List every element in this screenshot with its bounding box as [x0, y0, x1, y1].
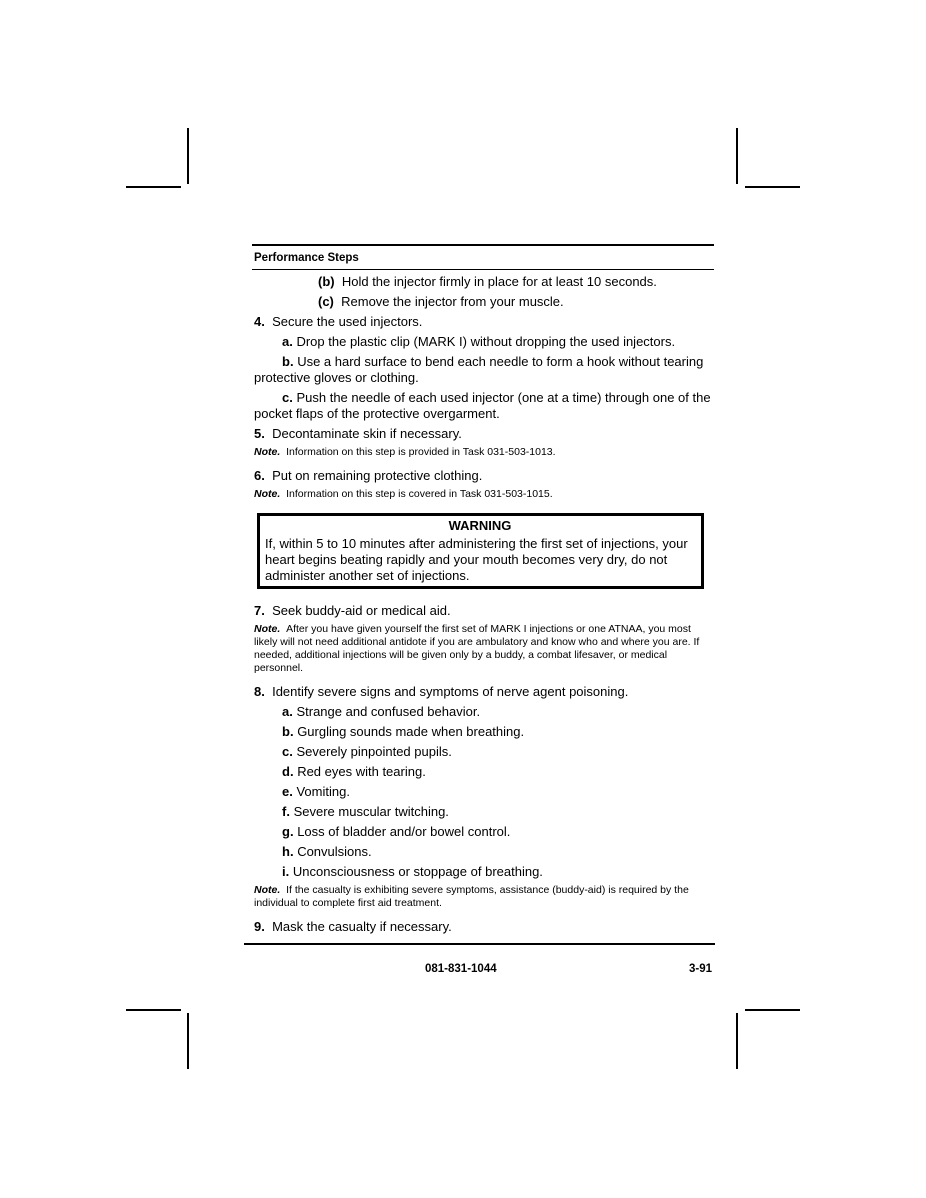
step-text: Decontaminate skin if necessary. — [272, 426, 462, 441]
step-3b — [252, 274, 714, 290]
step-text: Red eyes with tearing. — [297, 764, 426, 779]
step-label: c. — [282, 744, 293, 759]
step-label: 7. — [254, 603, 265, 618]
step-label: g. — [282, 824, 294, 839]
step-label: a. — [282, 334, 293, 349]
step-text: Secure the used injectors. — [272, 314, 423, 329]
step-5 — [252, 426, 714, 442]
step-text: Drop the plastic clip (MARK I) without dropping the used injectors. — [296, 334, 676, 349]
warning-box — [257, 513, 704, 589]
crop-mark-top-right-h — [745, 186, 800, 188]
step-6 — [252, 468, 714, 484]
step-text: Remove the injector from your muscle. — [341, 294, 564, 309]
note-text: Information on this step is provided in Task 031-503-1013. — [286, 446, 556, 458]
symptom-item — [252, 704, 714, 720]
note-step-8 — [254, 884, 714, 910]
crop-mark-bottom-left-v — [187, 1013, 189, 1069]
step-text: Strange and confused behavior. — [296, 704, 481, 719]
section-title: Performance Steps — [254, 252, 359, 264]
step-label: (c) — [318, 294, 334, 309]
note-label: Note. — [254, 488, 281, 500]
note-step-7 — [254, 623, 714, 675]
step-text: Identify severe signs and symptoms of nerve agent poisoning. — [272, 684, 629, 699]
step-label: e. — [282, 784, 293, 799]
note-label: Note. — [254, 623, 281, 635]
step-text: Hold the injector firmly in place for at least 10 seconds. — [341, 274, 657, 289]
step-label: (b) — [318, 274, 335, 289]
steps-body — [252, 270, 714, 935]
crop-mark-top-right-v — [736, 128, 738, 184]
step-9 — [252, 919, 714, 935]
page-content — [252, 244, 714, 939]
crop-mark-bottom-right-v — [736, 1013, 738, 1069]
step-label: h. — [282, 844, 294, 859]
step-label: 5. — [254, 426, 265, 441]
note-text: After you have given yourself the first set of MARK I injections or one ATNAA, you most likely will not need additional antidote if you are ambulatory and know who and where you are. If needed, additional injections will be given only by a buddy, a combat lifesaver, or medical personnel. — [254, 623, 700, 674]
step-label: b. — [282, 354, 294, 369]
warning-title: WARNING — [448, 518, 512, 533]
symptom-item — [252, 844, 714, 860]
symptom-item — [252, 784, 714, 800]
step-text: Mask the casualty if necessary. — [272, 919, 452, 934]
step-3c — [252, 294, 714, 310]
step-label: a. — [282, 704, 293, 719]
step-4a — [252, 334, 714, 350]
crop-mark-bottom-left-h — [126, 1009, 181, 1011]
step-text: Push the needle of each used injector (one at a time) through one of the pocket flaps of the protective overgarment. — [254, 390, 711, 421]
step-text: Severely pinpointed pupils. — [296, 744, 452, 759]
step-8 — [252, 684, 714, 700]
note-step-5 — [254, 446, 714, 459]
note-label: Note. — [254, 884, 281, 896]
step-label: 8. — [254, 684, 265, 699]
step-label: 6. — [254, 468, 265, 483]
symptom-item — [252, 764, 714, 780]
note-step-6 — [254, 488, 714, 501]
step-4 — [252, 314, 714, 330]
step-label: d. — [282, 764, 294, 779]
step-label: 4. — [254, 314, 265, 329]
step-text: Use a hard surface to bend each needle to form a hook without tearing protective gloves or clothing. — [254, 354, 704, 385]
warning-text: If, within 5 to 10 minutes after administering the first set of injections, your heart begins beating rapidly and your mouth becomes very dry, do not administer another set of injections. — [265, 536, 688, 583]
note-text: Information on this step is covered in Task 031-503-1015. — [286, 488, 553, 500]
step-4c — [252, 390, 714, 422]
step-text: Unconsciousness or stoppage of breathing. — [292, 864, 543, 879]
step-text: Severe muscular twitching. — [293, 804, 449, 819]
crop-mark-top-left-v — [187, 128, 189, 184]
step-label: 9. — [254, 919, 265, 934]
symptom-item — [252, 824, 714, 840]
symptom-item — [252, 864, 714, 880]
crop-mark-top-left-h — [126, 186, 181, 188]
symptom-item — [252, 724, 714, 740]
task-number: 081-831-1044 — [425, 963, 497, 975]
note-label: Note. — [254, 446, 281, 458]
step-label: f. — [282, 804, 290, 819]
step-7 — [252, 603, 714, 619]
step-text: Vomiting. — [296, 784, 350, 799]
symptom-item — [252, 804, 714, 820]
step-text: Loss of bladder and/or bowel control. — [297, 824, 511, 839]
step-text: Put on remaining protective clothing. — [272, 468, 483, 483]
step-text: Gurgling sounds made when breathing. — [297, 724, 525, 739]
step-text: Convulsions. — [297, 844, 372, 859]
step-label: c. — [282, 390, 293, 405]
page-number: 3-91 — [689, 963, 713, 975]
crop-mark-bottom-right-h — [745, 1009, 800, 1011]
step-label: b. — [282, 724, 294, 739]
step-text: Seek buddy-aid or medical aid. — [272, 603, 451, 618]
step-label: i. — [282, 864, 290, 879]
footer-rule — [244, 943, 715, 945]
step-4b — [252, 354, 714, 386]
symptom-item — [252, 744, 714, 760]
note-text: If the casualty is exhibiting severe symptoms, assistance (buddy-aid) is required by the individual to complete first aid treatment. — [254, 884, 689, 909]
